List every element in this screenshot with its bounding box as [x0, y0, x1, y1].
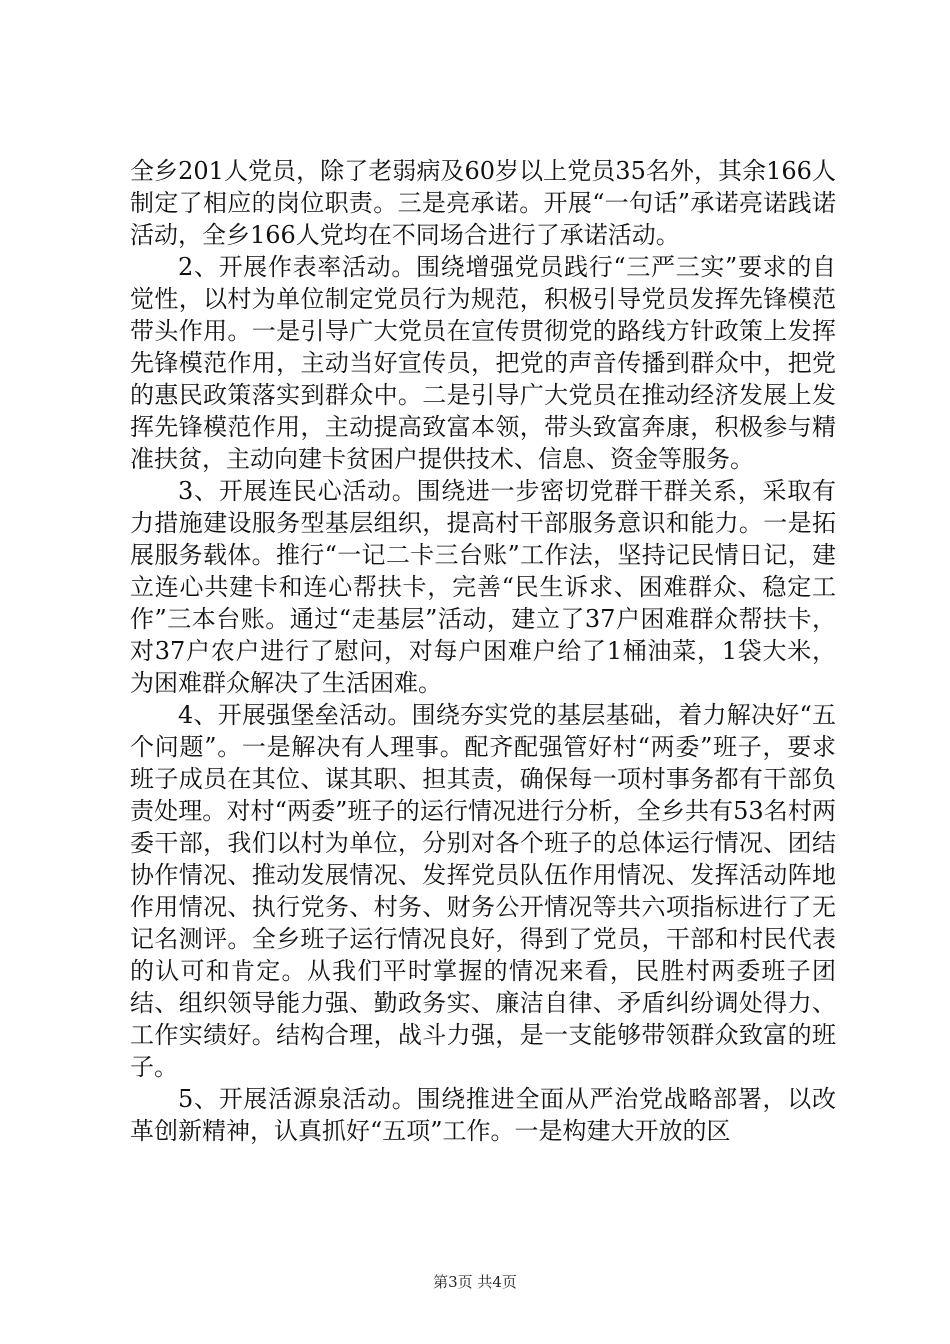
paragraph-5: 5、开展活源泉活动。围绕推进全面从严治党战略部署，以改革创新精神，认真抓好“五项”工作。一是构建大开放的区	[130, 1085, 836, 1145]
page-footer	[0, 1272, 950, 1292]
document-body	[130, 155, 836, 1147]
paragraph-1: 全乡201人党员，除了老弱病及60岁以上党员35名外，其余166人制定了相应的岗位职责。三是亮承诺。开展“一句话”承诺亮诺践诺活动，全乡166人党均在不同场合进行了承诺活动。	[130, 157, 836, 249]
paragraph-2: 2、开展作表率活动。围绕增强党员践行“三严三实”要求的自觉性，以村为单位制定党员行为规范，积极引导党员发挥先锋模范带头作用。一是引导广大党员在宣传贯彻党的路线方针政策上发挥先锋模范作用，主动当好宣传员，把党的声音传播到群众中，把党的惠民政策落实到群众中。二是引导广大党员在推动经济发展上发挥先锋模范作用，主动提高致富本领，带头致富奔康，积极参与精准扶贫，主动向建卡贫困户提供技术、信息、资金等服务。	[130, 253, 836, 473]
page-number-label: 第3页 共4页	[433, 1273, 517, 1291]
paragraph-3: 3、开展连民心活动。围绕进一步密切党群干群关系，采取有力措施建设服务型基层组织，提高村干部服务意识和能力。一是拓展服务载体。推行“一记二卡三台账”工作法，坚持记民情日记，建立连心共建卡和连心帮扶卡，完善“民生诉求、困难群众、稳定工作”三本台账。通过“走基层”活动，建立了37户困难群众帮扶卡，对37户农户进行了慰问，对每户困难户给了1桶油菜，1袋大米，为困难群众解决了生活困难。	[130, 477, 836, 697]
paragraph-4: 4、开展强堡垒活动。围绕夯实党的基层基础，着力解决好“五个问题”。一是解决有人理事。配齐配强管好村“两委”班子，要求班子成员在其位、谋其职、担其责，确保每一项村事务都有干部负责处理。对村“两委”班子的运行情况进行分析，全乡共有53名村两委干部，我们以村为单位，分别对各个班子的总体运行情况、团结协作情况、推动发展情况、发挥党员队伍作用情况、发挥活动阵地作用情况、执行党务、村务、财务公开情况等共六项指标进行了无记名测评。全乡班子运行情况良好，得到了党员，干部和村民代表的认可和肯定。从我们平时掌握的情况来看，民胜村两委班子团结、组织领导能力强、勤政务实、廉洁自律、矛盾纠纷调处得力、工作实绩好。结构合理，战斗力强，是一支能够带领群众致富的班子。	[130, 701, 836, 1081]
